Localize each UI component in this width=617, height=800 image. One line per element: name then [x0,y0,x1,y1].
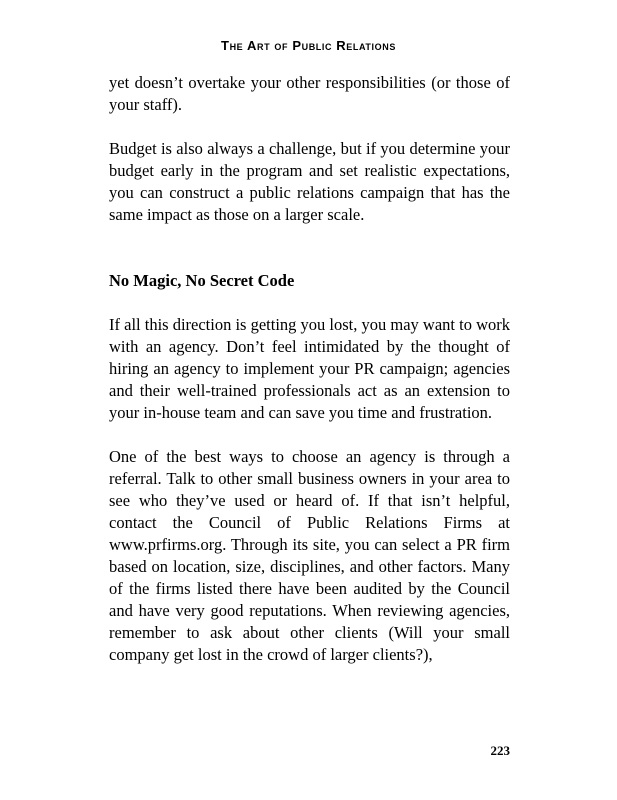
paragraph: If all this direction is getting you lost, you may want to work with an agency. Don’t feel intimidated by the thought of hiring an agency to implement your PR campaign; agencies and their well-trained professionals act as an extension to your in-house team and can save you time and frustration. [109,315,510,422]
page-body [109,72,510,688]
paragraph: yet doesn’t overtake your other responsibilities (or those of your staff). [109,73,510,114]
paragraph: Budget is also always a challenge, but if you determine your budget early in the program and set realistic expectations, you can construct a public relations campaign that has the same impact as those on a larger scale. [109,139,510,224]
paragraph: One of the best ways to choose an agency is through a referral. Talk to other small business owners in your area to see who they’ve used or heard of. If that isn’t helpful, contact the Council of Public Relations Firms at www.prfirms.org. Through its site, you can select a PR firm based on location, size, disciplines, and other factors. Many of the firms listed there have been audited by the Council and have very good reputations. When reviewing agencies, remember to ask about other clients (Will your small company get lost in the crowd of larger clients?), [109,447,510,664]
page-number: 223 [490,743,510,758]
section-heading: No Magic, No Secret Code [109,271,295,290]
running-header: The Art of Public Relations [221,38,396,53]
